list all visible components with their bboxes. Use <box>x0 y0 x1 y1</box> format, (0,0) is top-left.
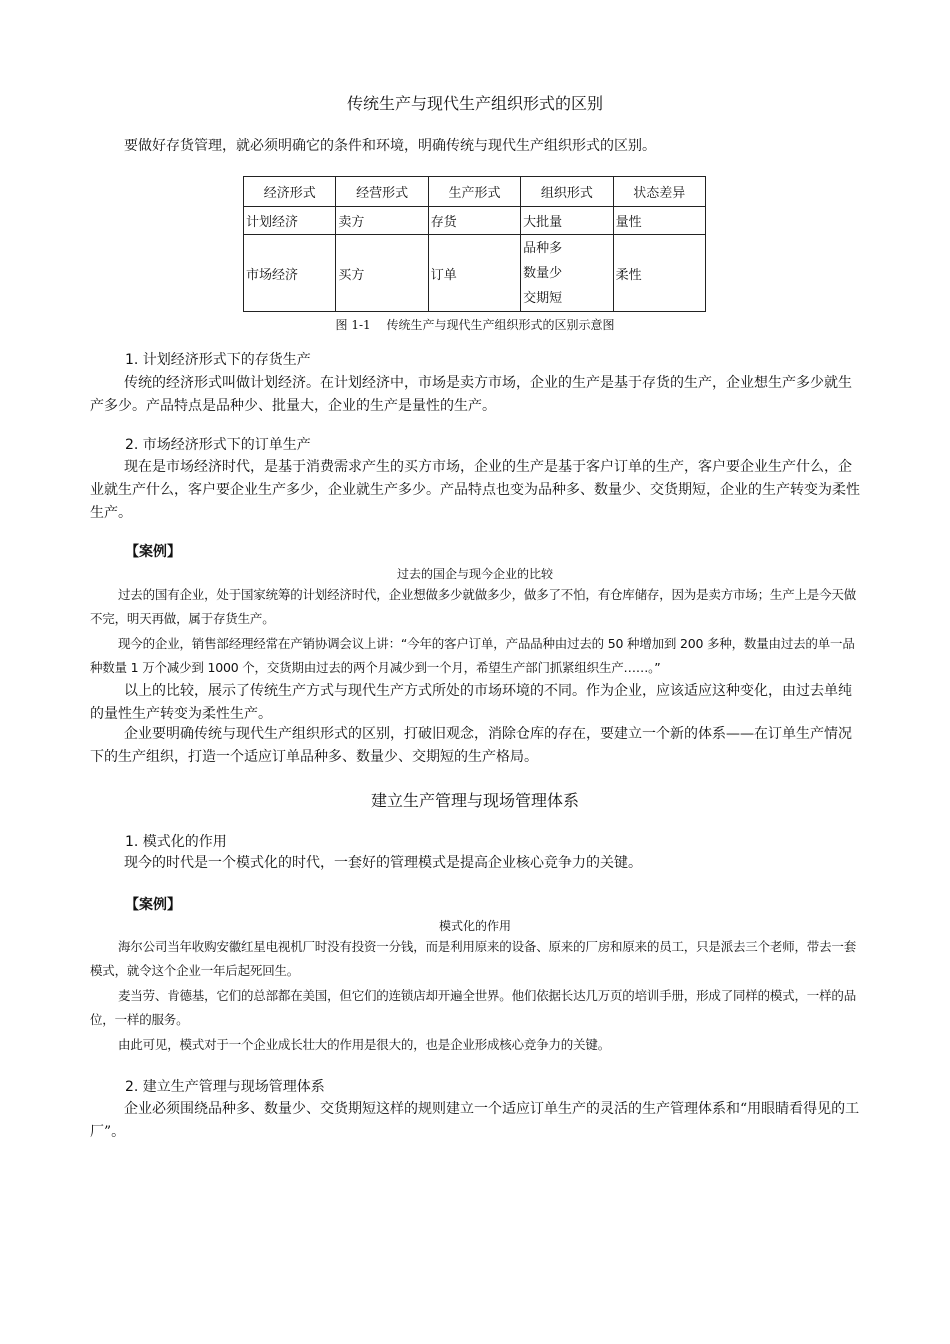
organization-line: 品种多 <box>523 240 563 256</box>
table-row <box>244 235 706 312</box>
table-header-cell: 经济形式 <box>244 177 336 207</box>
body-paragraph: 以上的比较，展示了传统生产方式与现代生产方式所处的市场环境的不同。作为企业，应该适应这种变化，由过去单纯的量性生产转变为柔性生产。 <box>90 683 852 722</box>
section-heading: 2. 建立生产管理与现场管理体系 <box>125 1079 325 1095</box>
table-cell: 存货 <box>428 207 520 235</box>
table-header-cell: 组织形式 <box>521 177 613 207</box>
organization-line: 交期短 <box>523 290 563 306</box>
section-body: 现今的时代是一个模式化的时代，一套好的管理模式是提高企业核心竞争力的关键。 <box>124 855 642 871</box>
table-cell: 量性 <box>613 207 705 235</box>
figure-caption: 图 1-1 传统生产与现代生产组织形式的区别示意图 <box>335 318 615 332</box>
intro-paragraph: 要做好存货管理，就必须明确它的条件和环境，明确传统与现代生产组织形式的区别。 <box>124 138 656 154</box>
case-caption: 过去的国企与现今企业的比较 <box>396 567 553 581</box>
table-header-row <box>244 177 706 207</box>
page-title: 传统生产与现代生产组织形式的区别 <box>346 94 603 113</box>
table-cell: 计划经济 <box>244 207 336 235</box>
section-heading: 1. 计划经济形式下的存货生产 <box>125 352 311 368</box>
section-title: 建立生产管理与现场管理体系 <box>370 791 579 810</box>
table-header-cell: 状态差异 <box>613 177 705 207</box>
section-heading: 1. 模式化的作用 <box>125 834 227 850</box>
section-body: 现在是市场经济时代，是基于消费需求产生的买方市场，企业的生产是基于客户订单的生产，客户要企业生产什么，企业就生产什么，客户要企业生产多少，企业就生产多少。产品特点也变为品种多、数量少、交货期短，企业的生产转变为柔性生产。 <box>90 459 860 521</box>
organization-table <box>243 176 706 312</box>
table-row <box>244 207 706 235</box>
table-cell: 卖方 <box>336 207 428 235</box>
table-cell: 柔性 <box>613 235 705 312</box>
case-tag: 【案例】 <box>125 544 181 560</box>
table-cell: 买方 <box>336 235 428 312</box>
table-cell: 大批量 <box>521 207 613 235</box>
case-caption: 模式化的作用 <box>438 919 511 933</box>
case-paragraph: 海尔公司当年收购安徽红星电视机厂时没有投资一分钱，而是利用原来的设备、原来的厂房和原来的员工，只是派去三个老师，带去一套模式，就令这个企业一年后起死回生。 <box>90 939 857 978</box>
organization-line: 数量少 <box>523 265 563 281</box>
table-cell-organization <box>521 235 613 312</box>
table-header-cell: 经营形式 <box>336 177 428 207</box>
case-tag: 【案例】 <box>125 897 181 913</box>
table-cell: 市场经济 <box>244 235 336 312</box>
case-paragraph: 现今的企业，销售部经理经常在产销协调会议上讲：“今年的客户订单，产品品种由过去的 50 种增加到 200 多种，数量由过去的单一品种数量 1 万个减少到 1000 个，交货期由过去的两个月减少到一个月，希望生产部门抓紧组织生产……。” <box>90 636 855 675</box>
section-body: 传统的经济形式叫做计划经济。在计划经济中，市场是卖方市场，企业的生产是基于存货的生产，企业想生产多少就生产多少。产品特点是品种少、批量大，企业的生产是量性的生产。 <box>90 375 852 414</box>
table-cell: 订单 <box>428 235 520 312</box>
case-paragraph: 过去的国有企业，处于国家统筹的计划经济时代，企业想做多少就做多少，做多了不怕，有仓库储存，因为是卖方市场；生产上是今天做不完，明天再做，属于存货生产。 <box>90 587 857 626</box>
case-paragraph: 由此可见，模式对于一个企业成长壮大的作用是很大的，也是企业形成核心竞争力的关键。 <box>118 1037 611 1052</box>
case-paragraph: 麦当劳、肯德基，它们的总部都在美国，但它们的连锁店却开遍全世界。他们依据长达几万页的培训手册，形成了同样的模式，一样的品位，一样的服务。 <box>90 988 857 1027</box>
table-header-cell: 生产形式 <box>428 177 520 207</box>
body-paragraph: 企业要明确传统与现代生产组织形式的区别，打破旧观念，消除仓库的存在，要建立一个新的体系——在订单生产情况下的生产组织，打造一个适应订单品种多、数量少、交期短的生产格局。 <box>90 726 852 765</box>
section-heading: 2. 市场经济形式下的订单生产 <box>125 437 311 453</box>
section-body: 企业必须围绕品种多、数量少、交货期短这样的规则建立一个适应订单生产的灵活的生产管理体系和“用眼睛看得见的工厂”。 <box>90 1101 860 1140</box>
